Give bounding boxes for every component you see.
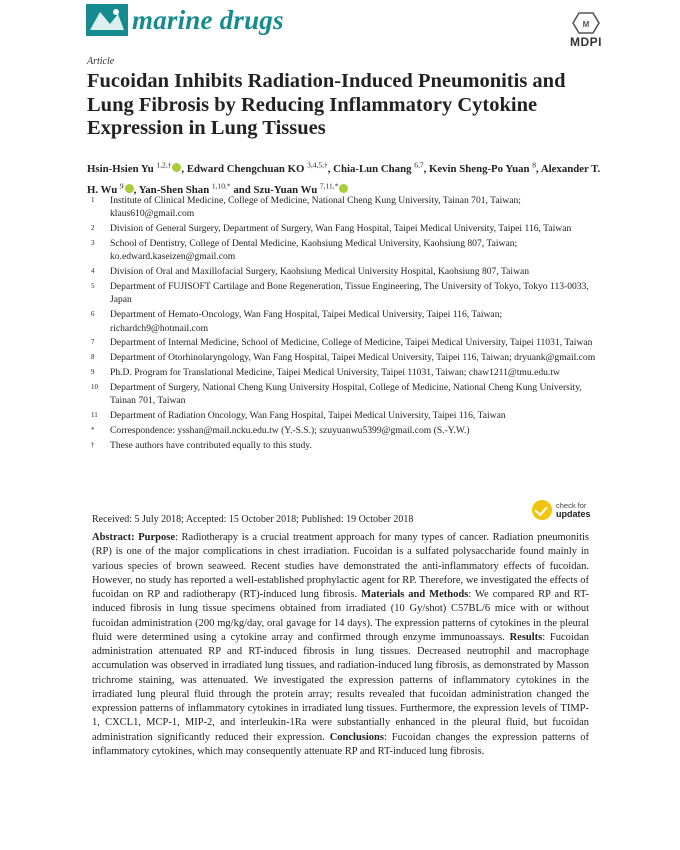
affiliation-text: Ph.D. Program for Translational Medicine, Taipei Medical University, Taipei 11031, Taiwan; chaw1211@tmu.edu.tw (110, 367, 560, 378)
affiliation-item (91, 280, 601, 307)
dates-line: Received: 5 July 2018; Accepted: 15 October 2018; Published: 19 October 2018 (92, 514, 414, 525)
affiliation-text: School of Dentistry, College of Dental Medicine, Kaohsiung Medical University, Kaohsiung 807, Taiwan; ko.edward.kaseizen@gmail.com (110, 238, 518, 263)
journal-header (86, 4, 284, 36)
affiliation-text: Correspondence: ysshan@mail.ncku.edu.tw (Y.-S.S.); szuyuanwu5399@gmail.com (S.-Y.W.) (110, 424, 470, 436)
article-type: Article (87, 56, 115, 67)
check-updates-line2: updates (556, 509, 591, 519)
author-affiliation-marks: 3,4,5,† (307, 160, 328, 169)
affiliation-item (91, 381, 601, 408)
affiliation-number: 7 (91, 338, 95, 347)
author-affiliation-marks: 9 (119, 181, 124, 191)
abstract-heading: Conclusions (329, 731, 384, 743)
author-separator: , (133, 184, 137, 197)
affiliation-text: Division of General Surgery, Department of Surgery, Wan Fang Hospital, Taipei Medical University, Taipei 116, Taiwan (110, 223, 572, 235)
orcid-icon[interactable] (339, 184, 348, 193)
affiliation-text: Department of Radiation Oncology, Wan Fang Hospital, Taipei Medical University, Taipei 116, Taiwan (110, 410, 506, 421)
abstract-text: : Fucoidan changes the expression patterns of inflammatory cytokines, which may consequently attenuate RP and RT-induced lung fibrosis. (92, 731, 589, 757)
check-for-updates-badge[interactable] (532, 500, 591, 520)
orcid-icon[interactable] (125, 184, 134, 193)
affiliation-number: 4 (91, 267, 95, 276)
author (87, 160, 185, 175)
affiliation-item (91, 265, 601, 278)
affiliation-text: Division of Oral and Maxillofacial Surgery, Kaohsiung Medical University Hospital, Kaohsiung 807, Taiwan (110, 266, 530, 278)
affiliation-number: 5 (91, 282, 95, 290)
abstract-text: : Fucoidan administration attenuated RP and RT-induced fibrosis in lung tissues. Decreased neutrophil and macrophage accumulation was observed in irradiated lung tissues, and radiation-induced lung fibrosis, as demonstrated by Masson trichrome staining, was attenuated. We investigated the expression patterns of inflammatory cytokines in the irradiated lung pleural fluid through the protein array; results revealed that fucoidan administration changed the expression patterns of inflammatory cytokines in irradiated lung tissues. Furthermore, the expression levels of TIMP-1, CXCL1, MCP-1, MIP-2, and interleukin-1Ra were substantially enhanced in the pleural fluid, but fucoidan administration significantly reduced their expression. (92, 631, 590, 743)
affiliation-item (91, 439, 601, 452)
author (428, 160, 539, 175)
author-name: Yan-Shen Shan (138, 184, 210, 197)
abstract-text: : Radiotherapy is a crucial treatment approach for many types of cancer. Radiation pneumonitis (RP) is one of the major complications in chest irradiation. Fucoidan is a sulfated polysaccharide found mainly in various species of brown seaweed. Recent studies have demonstrated the anti-inflammatory effects of fucoidan. However, no study has reported a well-established prophylactic agent for RP. Therefore, we investigated the effects of fucoidan on RP and radiotherapy (RT)-induced lung fibrosis. (92, 532, 589, 600)
marine-drugs-logo-icon (86, 4, 128, 36)
affiliation-text: Department of Hemato-Oncology, Wan Fang Hospital, Taipei Medical University, Taipei 116, Taiwan; richardch9@hotmail.com (110, 309, 503, 334)
article-title: Fucoidan Inhibits Radiation-Induced Pneumonitis and Lung Fibrosis by Reducing Inflammatory Cytokine Expression in Lung Tissues (87, 70, 566, 139)
author (333, 160, 427, 175)
author-affiliation-marks: 1,2,† (156, 160, 172, 169)
author-list (87, 156, 607, 199)
author-separator: , (327, 162, 331, 175)
affiliation-number: 10 (91, 382, 98, 391)
check-updates-line1: check for (556, 501, 587, 510)
affiliation-item (91, 366, 601, 379)
author-name: Hsin-Hsien Yu (87, 162, 154, 175)
author-affiliation-marks: 7,11,* (319, 181, 339, 191)
affiliation-list (91, 194, 601, 453)
affiliation-text: Department of Otorhinolaryngology, Wan Fang Hospital, Taipei Medical University, Taipei 116, Taiwan; dryuank@gmail.com (110, 352, 596, 364)
abstract-heading: Results (509, 631, 543, 643)
affiliation-item (91, 424, 601, 437)
affiliation-item (91, 409, 601, 422)
affiliation-number: † (91, 440, 95, 449)
author-name: Chia-Lun Chang (333, 162, 412, 175)
author-separator: , (536, 162, 539, 175)
checkmark-icon (532, 500, 552, 520)
publisher-name: MDPI (570, 35, 602, 49)
abstract-heading: Abstract: Purpose (92, 532, 175, 543)
svg-text:M: M (582, 20, 590, 29)
affiliation-text: Department of FUJISOFT Cartilage and Bone Regeneration, Tissue Engineering, The University of Tokyo, Tokyo 113-0033, Japan (110, 281, 589, 306)
affiliation-text: Institute of Clinical Medicine, College of Medicine, National Cheng Kung University, Tainan 701, Taiwan; klaus610@gmail.com (110, 195, 521, 220)
author-separator: , (181, 162, 185, 175)
author-name: Szu-Yuan Wu (253, 184, 318, 197)
author-affiliation-marks: 1,10,* (211, 181, 231, 191)
abstract (92, 531, 589, 759)
affiliation-number: 2 (91, 224, 95, 233)
affiliation-number: * (91, 425, 95, 434)
publisher-logo (570, 12, 602, 49)
author-separator: , (423, 162, 427, 175)
affiliation-number: 6 (91, 310, 95, 319)
affiliation-item (91, 222, 601, 235)
author-name: Edward Chengchuan KO (186, 162, 305, 175)
affiliation-item (91, 351, 601, 364)
author-name: Alexander T. H. Wu (87, 162, 601, 197)
author-affiliation-marks: 8 (532, 160, 537, 169)
affiliation-number: 8 (91, 353, 95, 362)
affiliation-text: These authors have contributed equally to this study. (110, 439, 312, 451)
abstract-heading: Materials and Methods (361, 589, 469, 600)
affiliation-text: Department of Surgery, National Cheng Kung University Hospital, College of Medicine, National Cheng Kung University, Tainan 701, Taiwan (110, 381, 582, 407)
affiliation-number: 11 (91, 411, 98, 419)
affiliation-text: Department of Internal Medicine, School of Medicine, College of Medicine, Taipei Medical University, Taipei 11031, Taiwan (110, 337, 593, 349)
author-separator: and (230, 184, 251, 197)
author-name: Kevin Sheng-Po Yuan (428, 162, 530, 175)
abstract-text: : We compared RP and RT-induced fibrosis in lung tissue specimens obtained from irradiated (10 Gy/shot) C57BL/6 mice with or without fucoidan administration (200 mg/kg/day, oral gavage for 14 days). The expression patterns of cytokines in the pleural fluid were determined using a cytokine array and confirmed through enzyme immunoassays. (92, 589, 589, 643)
affiliation-number: 9 (91, 368, 95, 376)
author (186, 160, 331, 175)
mdpi-hexagon-icon (572, 12, 600, 34)
author-affiliation-marks: 6,7 (414, 160, 424, 169)
affiliation-number: 1 (91, 196, 95, 204)
journal-name: marine drugs (132, 4, 284, 35)
affiliation-item (91, 237, 601, 264)
affiliation-number: 3 (91, 239, 95, 247)
affiliation-item (91, 336, 601, 349)
affiliation-item (91, 308, 601, 335)
affiliation-item (91, 194, 601, 221)
